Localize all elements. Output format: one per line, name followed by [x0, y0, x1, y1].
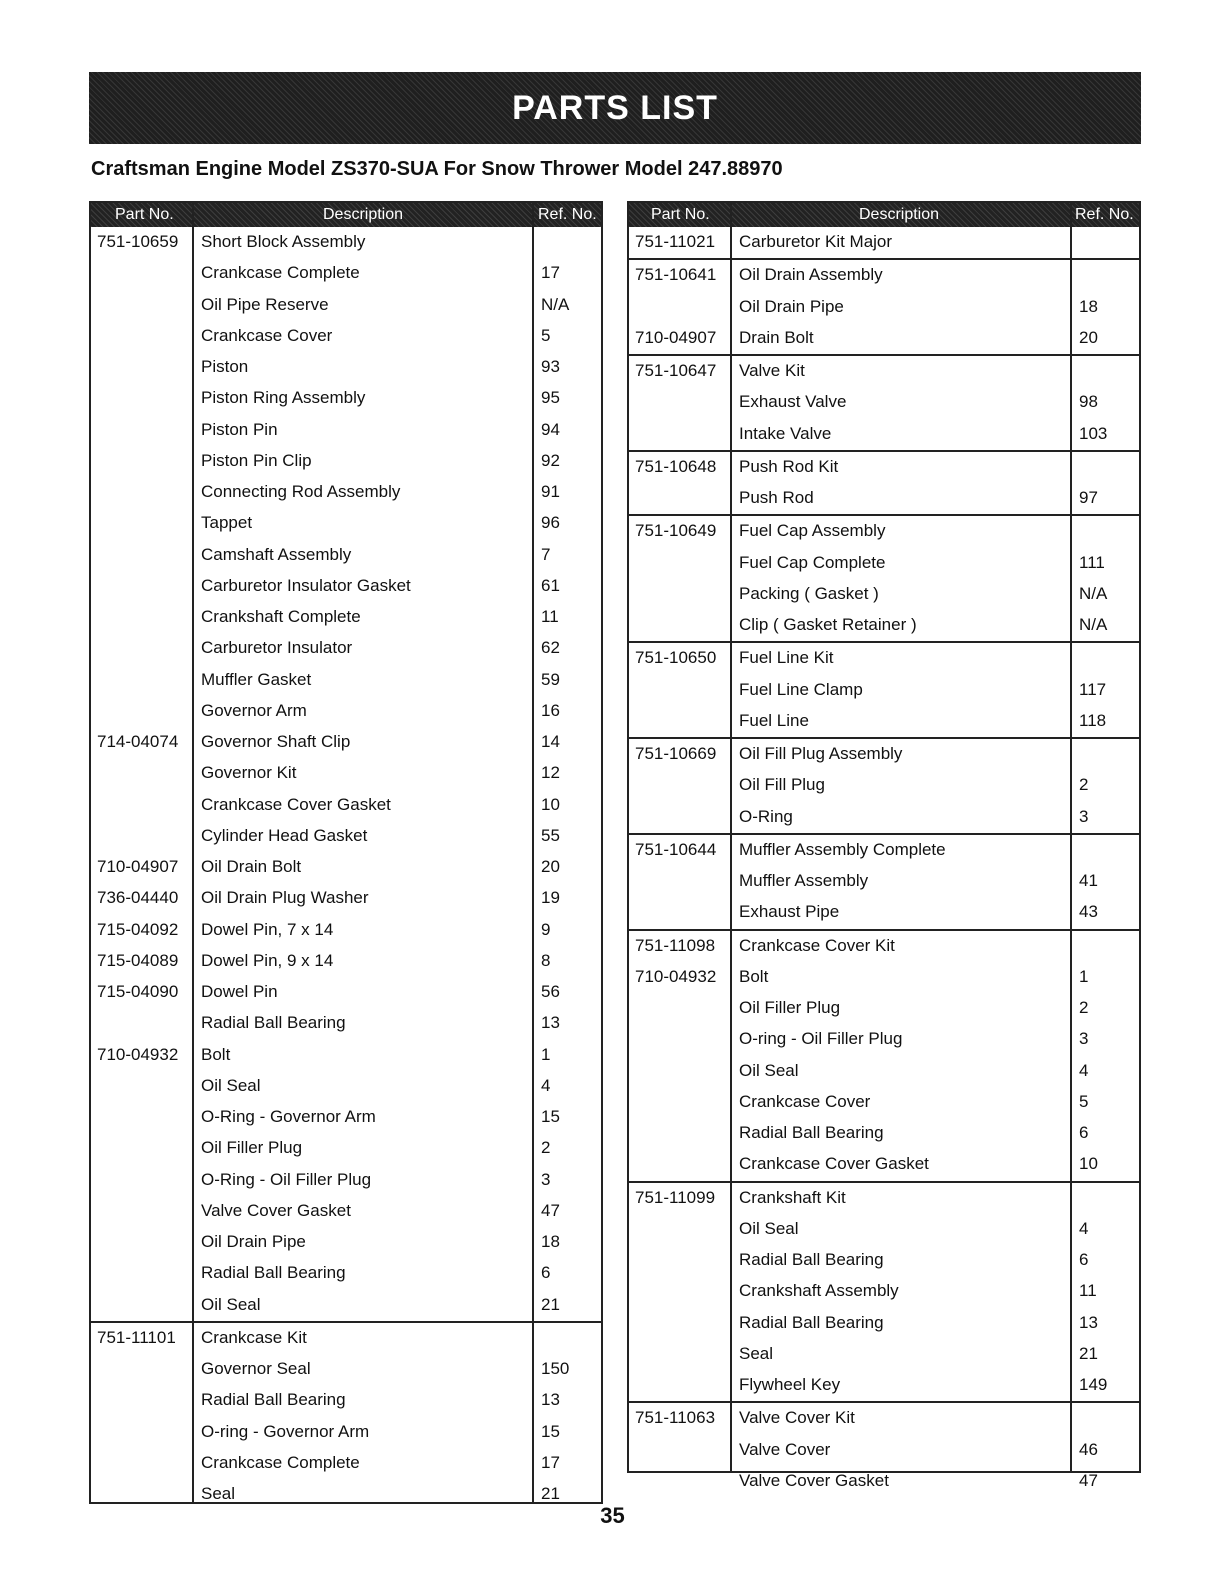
description-cell: Drain Bolt	[739, 327, 814, 347]
banner-title: PARTS LIST	[512, 88, 718, 127]
ref-number-cell: N/A	[541, 294, 570, 314]
table-row	[629, 514, 1139, 547]
description-cell: Short Block Assembly	[201, 232, 366, 251]
description-cell: Dowel Pin, 9 x 14	[201, 950, 334, 970]
part-number-cell: 710-04907	[97, 857, 179, 876]
ref-number-cell: 11	[541, 607, 559, 626]
ref-number-cell: 59	[541, 669, 560, 689]
table-row	[91, 1321, 601, 1354]
table-row	[629, 770, 1139, 801]
description-cell: Carburetor Kit Major	[739, 232, 893, 251]
table-row	[629, 419, 1139, 450]
table-row	[629, 1435, 1139, 1466]
table-row	[629, 1118, 1139, 1149]
description-cell: Exhaust Pipe	[739, 902, 840, 922]
table-row	[91, 1385, 601, 1416]
table-row	[629, 706, 1139, 737]
table-row	[629, 387, 1139, 418]
ref-number-cell: 20	[1079, 327, 1098, 347]
table-row	[629, 1181, 1139, 1214]
table-row	[629, 1214, 1139, 1245]
table-row	[91, 1290, 601, 1321]
header-ref-no: Ref. No.	[1075, 206, 1134, 223]
ref-number-cell: 117	[1079, 679, 1107, 699]
description-cell: Muffler Assembly	[739, 871, 869, 890]
table-row	[629, 1245, 1139, 1276]
ref-number-cell: 12	[541, 763, 560, 783]
table-header	[629, 203, 1139, 227]
table-row	[629, 993, 1139, 1024]
description-cell: Piston Pin Clip	[201, 450, 312, 470]
ref-number-cell: 6	[1079, 1250, 1089, 1269]
part-number-cell: 751-10669	[635, 744, 717, 763]
description-cell: Oil Drain Plug Washer	[201, 888, 369, 908]
description-cell: Radial Ball Bearing	[739, 1312, 884, 1332]
description-cell: Crankcase Cover Kit	[739, 935, 895, 955]
description-cell: Piston	[201, 357, 249, 376]
ref-number-cell: 21	[541, 1294, 560, 1314]
description-cell: Piston Pin	[201, 419, 278, 439]
ref-number-cell: 21	[1079, 1343, 1098, 1363]
description-cell: Cylinder Head Gasket	[201, 825, 368, 845]
table-row	[91, 321, 601, 352]
table-row	[91, 290, 601, 321]
ref-number-cell: 103	[1079, 423, 1108, 443]
table-row	[91, 477, 601, 508]
table-row	[629, 258, 1139, 291]
description-cell: Bolt	[739, 966, 769, 986]
ref-number-cell: 8	[541, 950, 551, 970]
part-number-cell: 715-04092	[97, 919, 179, 939]
ref-number-cell: 11	[1079, 1281, 1097, 1301]
description-cell: Valve Kit	[739, 361, 805, 380]
description-cell: Radial Ball Bearing	[201, 1013, 346, 1033]
description-cell: Crankcase Cover	[739, 1091, 871, 1111]
table-row	[629, 483, 1139, 514]
ref-number-cell: 20	[541, 857, 560, 876]
table-row	[629, 641, 1139, 674]
ref-number-cell: N/A	[1079, 615, 1108, 634]
ref-number-cell: 9	[541, 919, 551, 939]
table-row	[91, 821, 601, 852]
ref-number-cell: 3	[541, 1169, 551, 1189]
table-row	[629, 610, 1139, 641]
description-cell: Tappet	[201, 513, 253, 533]
table-body	[629, 227, 1139, 1497]
part-number-cell: 751-11021	[635, 232, 716, 251]
table-row	[91, 977, 601, 1008]
description-cell: Flywheel Key	[739, 1375, 841, 1394]
description-cell: Oil Drain Bolt	[201, 857, 302, 876]
ref-number-cell: 13	[1079, 1312, 1098, 1332]
table-row	[629, 1276, 1139, 1307]
header-description: Description	[323, 206, 404, 223]
description-cell: Clip ( Gasket Retainer )	[739, 615, 917, 634]
parts-list-banner	[89, 72, 1141, 144]
ref-number-cell: 1	[1079, 966, 1089, 986]
description-cell: Oil Drain Pipe	[201, 1232, 306, 1251]
description-cell: Governor Shaft Clip	[201, 732, 351, 751]
table-row	[629, 1370, 1139, 1401]
ref-number-cell: 93	[541, 357, 560, 376]
description-cell: Push Rod	[739, 488, 814, 507]
table-row	[629, 1149, 1139, 1180]
ref-number-cell: 55	[541, 825, 560, 845]
description-cell: Carburetor Insulator Gasket	[201, 575, 411, 595]
table-row	[91, 1448, 601, 1479]
table-body	[91, 227, 601, 1510]
ref-number-cell: 17	[541, 1452, 560, 1472]
table-row	[629, 737, 1139, 770]
description-cell: Valve Cover Gasket	[739, 1470, 889, 1490]
table-row	[91, 696, 601, 727]
part-number-cell: 751-11098	[635, 935, 716, 955]
table-row	[629, 962, 1139, 993]
description-cell: Fuel Line Clamp	[739, 679, 863, 699]
table-row	[91, 727, 601, 758]
ref-number-cell: 149	[1079, 1375, 1108, 1394]
description-cell: Connecting Rod Assembly	[201, 482, 401, 501]
table-row	[91, 1040, 601, 1071]
part-number-cell: 751-10647	[635, 361, 717, 380]
ref-number-cell: 47	[1079, 1470, 1098, 1490]
ref-number-cell: 98	[1079, 392, 1098, 412]
ref-number-cell: 62	[541, 638, 560, 658]
table-row	[91, 1227, 601, 1258]
description-cell: Carburetor Insulator	[201, 638, 353, 658]
ref-number-cell: 6	[541, 1263, 551, 1283]
ref-number-cell: 15	[541, 1421, 560, 1441]
ref-number-cell: 56	[541, 982, 560, 1001]
ref-number-cell: 2	[1079, 998, 1089, 1017]
ref-number-cell: 5	[1079, 1091, 1089, 1111]
description-cell: Muffler Assembly Complete	[739, 839, 946, 859]
description-cell: Oil Seal	[201, 1294, 261, 1314]
description-cell: Oil Filler Plug	[201, 1138, 303, 1158]
table-row	[629, 897, 1139, 928]
table-row	[629, 323, 1139, 354]
ref-number-cell: 13	[541, 1390, 560, 1410]
description-cell: Fuel Cap Complete	[739, 552, 886, 572]
part-number-cell: 715-04090	[97, 982, 179, 1001]
description-cell: Seal	[739, 1343, 774, 1363]
ref-number-cell: 3	[1079, 806, 1089, 826]
table-row	[91, 883, 601, 914]
description-cell: Oil Drain Assembly	[739, 265, 883, 285]
description-cell: Dowel Pin, 7 x 14	[201, 919, 334, 939]
table-row	[91, 446, 601, 477]
description-cell: Seal	[201, 1484, 236, 1503]
table-row	[91, 258, 601, 289]
description-cell: O-ring - Oil Filler Plug	[739, 1029, 903, 1049]
description-cell: O-Ring	[739, 806, 793, 826]
part-number-cell: 751-11063	[635, 1408, 716, 1428]
description-cell: Crankcase Complete	[201, 263, 360, 283]
description-cell: Oil Fill Plug Assembly	[739, 744, 903, 763]
ref-number-cell: 97	[1079, 488, 1098, 507]
header-ref-no: Ref. No.	[538, 206, 597, 223]
part-number-cell: 714-04074	[97, 732, 179, 751]
parts-table-left	[89, 201, 603, 1504]
ref-number-cell: 47	[541, 1200, 560, 1220]
table-row	[91, 1071, 601, 1102]
table-row	[91, 508, 601, 539]
description-cell: Fuel Line Kit	[739, 648, 834, 668]
ref-number-cell: 2	[1079, 775, 1089, 795]
description-cell: Governor Seal	[201, 1359, 311, 1378]
part-number-cell: 751-10649	[635, 521, 717, 541]
description-cell: Fuel Cap Assembly	[739, 521, 886, 541]
description-cell: Valve Cover Kit	[739, 1408, 855, 1428]
table-row	[629, 450, 1139, 483]
ref-number-cell: 46	[1079, 1439, 1098, 1459]
table-row	[629, 1056, 1139, 1087]
description-cell: Packing ( Gasket )	[739, 583, 879, 603]
ref-number-cell: 94	[541, 419, 560, 439]
table-row	[91, 571, 601, 602]
part-number-cell: 751-10650	[635, 648, 717, 668]
description-cell: Oil Filler Plug	[739, 998, 841, 1017]
description-cell: O-Ring - Governor Arm	[201, 1107, 376, 1126]
description-cell: Crankshaft Complete	[201, 607, 361, 626]
description-cell: Radial Ball Bearing	[739, 1123, 884, 1142]
description-cell: Crankshaft Assembly	[739, 1281, 899, 1301]
part-number-cell: 710-04932	[97, 1044, 179, 1064]
table-row	[629, 1401, 1139, 1434]
part-number-cell: 751-11101	[97, 1327, 176, 1347]
table-row	[91, 1258, 601, 1289]
description-cell: O-Ring - Oil Filler Plug	[201, 1169, 372, 1189]
table-row	[629, 1339, 1139, 1370]
header-part-no: Part No.	[651, 206, 710, 223]
description-cell: O-ring - Governor Arm	[201, 1421, 370, 1441]
table-row	[629, 1087, 1139, 1118]
ref-number-cell: 10	[541, 794, 560, 814]
ref-number-cell: 18	[541, 1232, 560, 1251]
header-part-no: Part No.	[115, 206, 174, 223]
ref-number-cell: 21	[541, 1484, 560, 1503]
description-cell: Crankcase Cover Gasket	[739, 1154, 929, 1174]
ref-number-cell: 118	[1079, 710, 1107, 730]
part-number-cell: 751-10644	[635, 839, 717, 859]
ref-number-cell: 13	[541, 1013, 560, 1033]
description-cell: Fuel Line	[739, 710, 809, 730]
table-row	[629, 579, 1139, 610]
table-row	[91, 758, 601, 789]
description-cell: Crankcase Kit	[201, 1327, 307, 1347]
ref-number-cell: 96	[541, 513, 560, 533]
ref-number-cell: 7	[541, 544, 551, 564]
description-cell: Governor Kit	[201, 763, 297, 783]
table-row	[91, 1008, 601, 1039]
table-row	[91, 1133, 601, 1164]
description-cell: Piston Ring Assembly	[201, 388, 366, 408]
ref-number-cell: 4	[541, 1075, 551, 1095]
description-cell: Crankcase Cover Gasket	[201, 794, 391, 814]
description-cell: Crankshaft Kit	[739, 1187, 846, 1207]
ref-number-cell: 5	[541, 325, 551, 345]
table-row	[91, 1354, 601, 1385]
table-row	[629, 227, 1139, 258]
ref-number-cell: 4	[1079, 1218, 1089, 1238]
table-row	[91, 1102, 601, 1133]
table-row	[91, 915, 601, 946]
table-row	[629, 354, 1139, 387]
ref-number-cell: 111	[1079, 552, 1105, 572]
description-cell: Governor Arm	[201, 700, 307, 720]
ref-number-cell: 19	[541, 888, 560, 908]
table-row	[91, 383, 601, 414]
header-description: Description	[859, 206, 940, 223]
ref-number-cell: 10	[1079, 1154, 1098, 1174]
table-row	[91, 1417, 601, 1448]
table-row	[629, 1466, 1139, 1497]
ref-number-cell: 92	[541, 450, 560, 470]
part-number-cell: 751-10659	[97, 232, 179, 251]
table-row	[91, 790, 601, 821]
ref-number-cell: 15	[541, 1107, 560, 1126]
ref-number-cell: 14	[541, 732, 560, 751]
description-cell: Oil Seal	[201, 1075, 261, 1095]
table-header	[91, 203, 601, 227]
table-row	[91, 1196, 601, 1227]
table-row	[91, 602, 601, 633]
description-cell: Oil Pipe Reserve	[201, 294, 329, 314]
description-cell: Oil Fill Plug	[739, 775, 825, 795]
ref-number-cell: 16	[541, 700, 560, 720]
description-cell: Valve Cover Gasket	[201, 1200, 351, 1220]
ref-number-cell: N/A	[1079, 583, 1108, 603]
description-cell: Oil Seal	[739, 1218, 799, 1238]
ref-number-cell: 150	[541, 1359, 570, 1378]
ref-number-cell: 2	[541, 1138, 551, 1158]
part-number-cell: 751-10641	[635, 265, 717, 285]
table-row	[629, 1024, 1139, 1055]
ref-number-cell: 1	[541, 1044, 551, 1064]
description-cell: Radial Ball Bearing	[739, 1250, 884, 1269]
description-cell: Radial Ball Bearing	[201, 1263, 346, 1283]
table-row	[91, 1165, 601, 1196]
part-number-cell: 710-04932	[635, 966, 717, 986]
table-row	[91, 852, 601, 883]
description-cell: Radial Ball Bearing	[201, 1390, 346, 1410]
part-number-cell: 751-10648	[635, 456, 717, 476]
description-cell: Valve Cover	[739, 1439, 831, 1459]
description-cell: Crankcase Cover	[201, 325, 333, 345]
engine-model-subtitle: Craftsman Engine Model ZS370-SUA For Snow Thrower Model 247.88970	[91, 158, 783, 180]
table-row	[629, 833, 1139, 866]
table-row	[91, 415, 601, 446]
part-number-cell: 710-04907	[635, 327, 717, 347]
table-row	[91, 227, 601, 258]
table-row	[91, 352, 601, 383]
ref-number-cell: 18	[1079, 296, 1098, 316]
ref-number-cell: 6	[1079, 1123, 1089, 1142]
ref-number-cell: 61	[541, 575, 560, 595]
table-row	[629, 1308, 1139, 1339]
table-row	[629, 802, 1139, 833]
table-row	[91, 946, 601, 977]
description-cell: Oil Drain Pipe	[739, 296, 844, 316]
part-number-cell: 751-11099	[635, 1187, 716, 1207]
description-cell: Crankcase Complete	[201, 1452, 360, 1472]
description-cell: Bolt	[201, 1044, 231, 1064]
ref-number-cell: 4	[1079, 1060, 1089, 1080]
ref-number-cell: 91	[541, 482, 560, 501]
ref-number-cell: 3	[1079, 1029, 1089, 1049]
parts-table-right	[627, 201, 1141, 1490]
description-cell: Intake Valve	[739, 423, 832, 443]
description-cell: Exhaust Valve	[739, 392, 847, 412]
table-row	[91, 665, 601, 696]
ref-number-cell: 41	[1079, 871, 1098, 890]
description-cell: Muffler Gasket	[201, 669, 312, 689]
table-row	[91, 633, 601, 664]
page-number: 35	[600, 1503, 625, 1528]
description-cell: Camshaft Assembly	[201, 544, 352, 564]
part-number-cell: 736-04440	[97, 888, 179, 908]
part-number-cell: 715-04089	[97, 950, 179, 970]
table-row	[629, 548, 1139, 579]
table-row	[629, 292, 1139, 323]
description-cell: Oil Seal	[739, 1060, 799, 1080]
description-cell: Dowel Pin	[201, 982, 278, 1001]
table-row	[629, 929, 1139, 962]
table-row	[91, 540, 601, 571]
table-row	[629, 675, 1139, 706]
ref-number-cell: 43	[1079, 902, 1098, 922]
table-row	[629, 866, 1139, 897]
ref-number-cell: 17	[541, 263, 560, 283]
description-cell: Push Rod Kit	[739, 456, 839, 476]
ref-number-cell: 95	[541, 388, 560, 408]
